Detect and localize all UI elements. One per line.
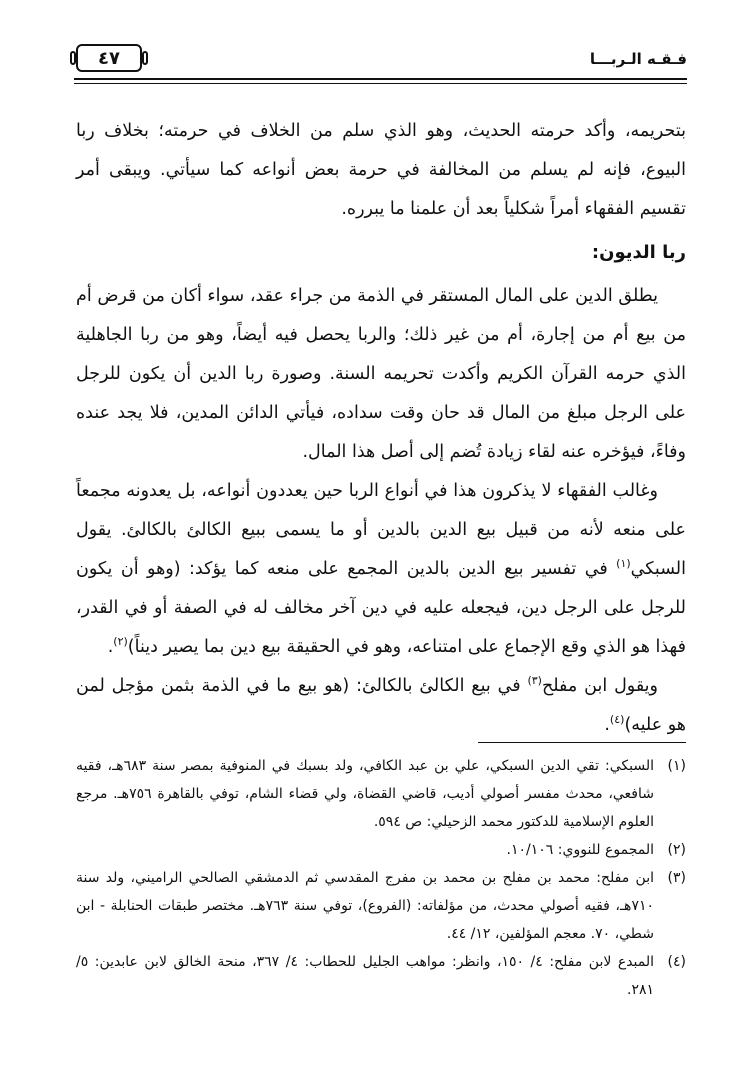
header-rule [74,78,687,80]
footnote-text: المبدع لابن مفلح: ٤/ ١٥٠، وانظر: مواهب الجليل للحطاب: ٤/ ٣٦٧، منحة الخالق لابن عابدين: ٥/ ٢٨١. [76,954,655,998]
paragraph-3-text-b: في تفسير بيع الدين بالدين المجمع على منعه كما يؤكد: (وهو أن يكون للرجل على الرجل دين، فيجعله عليه في دين آخر مخالف له في الصفة أو في القدر، فهذا هو الذي وقع الإجماع على امتناعه، وهو في الحقيقة بيع دين بما يصير ديناً) [76,559,686,657]
paragraph-2: يطلق الدين على المال المستقر في الذمة من جراء عقد، سواء أكان من قرض أم من بيع أم من إجارة، أم من غير ذلك؛ والربا يحصل فيه أيضاً، وهو من ربا الجاهلية الذي حرمه القرآن الكريم وأكدت تحريمه السنة. وصورة ربا الدين أن يكون للرجل على الرجل مبلغ من المال قد حان وقت سداده، فيأتي الدائن المدين، فلا يجد عنده وفاءً، فيؤخره عنه لقاء زيادة تُضم إلى أصل هذا المال. [76,286,686,462]
footnote-number: (٣) [667,870,686,886]
header-rule-thin [74,83,687,84]
footnote-2 [76,836,686,864]
footnote-4 [76,948,686,1004]
footnote-ref-4: (٤) [609,713,625,727]
main-text [76,112,686,745]
paragraph-4-text-a: ويقول ابن مفلح [541,676,658,696]
footnote-text: السبكي: تقي الدين السبكي، علي بن عبد الكافي، ولد بسبك في المنوفية بمصر سنة ٦٨٣هـ، فقيه شافعي، محدث مفسر أصولي أديب، قاضي القضاة، ولي قضاء الشام، توفي بالقاهرة ٧٥٦هـ. مرجع العلوم الإسلامية للدكتور محمد الزحيلي: ص ٥٩٤. [76,758,654,830]
footnote-text: المجموع للنووي: ١٠/١٠٦. [506,842,654,858]
paragraph-4 [76,667,686,745]
running-title: فـقـه الـربـــا [589,50,687,68]
paragraph-4-text-b: في بيع الكالئ بالكالئ: (هو بيع ما في الذمة بثمن مؤجل لمن هو عليه) [76,676,686,735]
page-header [74,44,687,84]
footnote-number: (١) [667,758,686,774]
paragraph-4-end: . [604,715,610,735]
section-heading: ربا الديون: [591,242,686,263]
footnote-ref-3: (٣) [527,674,542,688]
page-number: ٤٧ [76,44,142,72]
footnote-ref-1: (١) [616,557,631,571]
paragraph-3 [76,472,686,667]
footnote-separator [478,742,686,743]
paragraph-3-end: . [107,637,114,657]
footnotes [76,752,686,1004]
footnote-ref-2: (٢) [113,635,128,649]
paragraph-3-text-a: وغالب الفقهاء لا يذكرون هذا في أنواع الربا حين يعددون أنواعه، بل يعدونه مجمعاً على منعه لأنه من قبيل بيع الدين بالدين أو ما يسمى ببيع الكالئ بالكالئ. يقول السبكي [76,481,686,579]
footnote-text: ابن مفلح: محمد بن مفلح بن محمد بن مفرج المقدسي ثم الدمشقي الصالحي الراميني، ولد سنة ٧١٠هـ، فقيه أصولي محدث، من مؤلفاته: (الفروع)، توفي سنة ٧٦٣هـ. مختصر طبقات الحنابلة - ابن شطي، ٧٠. معجم المؤلفين، ١٢/ ٤٤. [76,870,654,942]
footnote-number: (٢) [667,842,686,858]
footnote-number: (٤) [667,954,686,970]
footnote-3 [76,864,686,948]
footnote-1 [76,752,686,836]
paragraph-1: بتحريمه، وأكد حرمته الحديث، وهو الذي سلم من الخلاف في حرمته؛ بخلاف ربا البيوع، فإنه لم يسلم من المخالفة في حرمة بعض أنواعه كما سيأتي. ويبقى أمر تقسيم الفقهاء أمراً شكلياً بعد أن علمنا ما يبرره. [76,121,686,219]
